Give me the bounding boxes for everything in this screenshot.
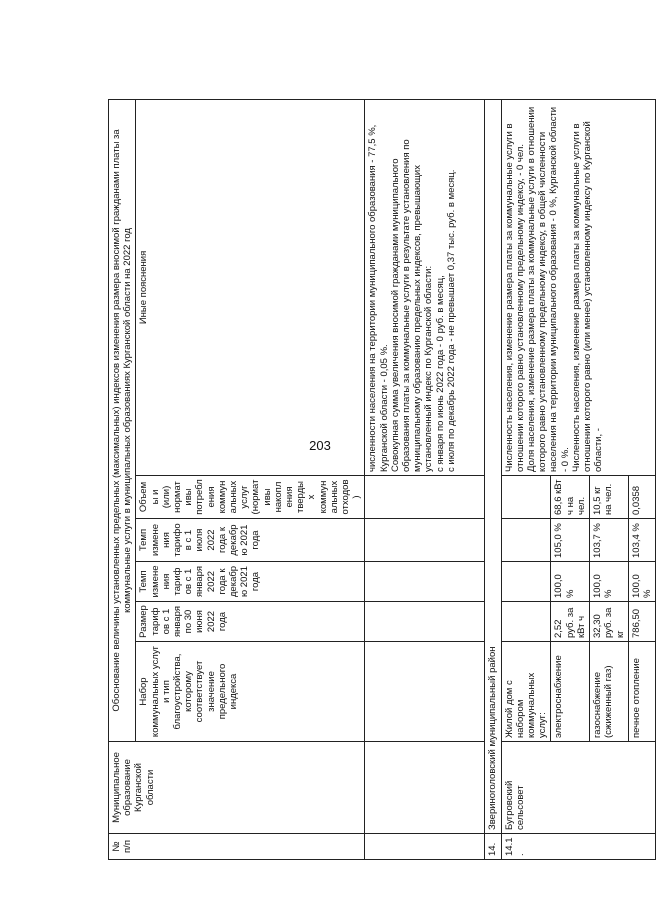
service-growth-jul: 105,0 % (551, 519, 590, 562)
service-name: печное отопление (628, 642, 655, 742)
service-growth-jul: 103,7 % (590, 519, 629, 562)
header-growth-jan: Темп изменения тарифов с 1 января 2022 года к декабрю 2021 года (136, 562, 365, 602)
row-municipality: Бугровский сельсовет (501, 742, 655, 834)
header-other: Иные пояснения (136, 99, 365, 475)
service-tariff: 786,50 (628, 602, 655, 642)
service-growth-jul: 103,4 % (628, 519, 655, 562)
row-other: Численность населения, изменение размера платы за коммунальные услуги в отношении которого равно установленному предельному индексу, - 0 чел. Доля населения, изменение размера платы за коммунальные услуги в отношении которого равно установленному предельному индексу, в общей численности населения на территории муниципального образования - 0 %, Курганской области - 0 %. Численность населения, изменение размера платы за коммунальные услуги в отношении которого равно (или менее) установленному индексу по Курганской области, - (501, 99, 655, 475)
service-volume: 0,0358 (628, 476, 655, 519)
header-justification: Обоснование величины установленных предельных (максимальных) индексов изменения размера вносимой гражданами платы за коммунальные услуги в муниципальных образованиях Курганской области на 2022 год (109, 99, 136, 741)
section-title: Звериноголовский муниципальный район (485, 99, 501, 833)
continuation-text: численности населения на территории муниципального образования - 77,5 %, Курганской области - 0,05 %. Совокупная сумма увеличения вносимой гражданами муниципального образования платы за коммунальные услуги в результате установления по муниципальному образованию предельных индексов, превышающих установленный индекс по Курганской области: с января по июнь 2022 года - 0 руб. в месяц, с июля по декабрь 2022 года - не превышает 0,37 тыс. руб. в месяц. (365, 99, 485, 475)
service-volume: 10,5 кг на чел. (590, 476, 629, 519)
row-num: 14.1. (501, 834, 655, 860)
service-growth-jan: 100,0 % (551, 562, 590, 602)
rotated-table-container (108, 100, 653, 860)
service-name: электроснабжение (551, 642, 590, 742)
header-volumes: Объемы и (или) нормативы потребления коммунальных услуг (нормативы накопления твердых коммунальных отходов) (136, 476, 365, 519)
table-row (365, 99, 485, 859)
header-municipality: Муниципальное образование Курганской области (109, 742, 365, 834)
service-name: газоснабжение (сжиженный газ) (590, 642, 629, 742)
header-service-set: Набор коммунальных услуг и тип благоустройства, которому соответствует значение предельного индекса (136, 642, 365, 742)
page-number: 203 (309, 438, 331, 453)
table-row (501, 99, 551, 859)
service-tariff: 2,52 руб. за кВт ч (551, 602, 590, 642)
row-set-title: Жилой дом с набором коммунальных услуг: (501, 642, 551, 742)
tariff-index-table (108, 99, 656, 860)
section-num: 14. (485, 834, 501, 860)
service-tariff: 32,30 руб. за кг (590, 602, 629, 642)
section-row (485, 99, 501, 859)
header-growth-jul: Темп изменения тарифов с 1 июля 2022 года к декабрю 2021 года (136, 519, 365, 562)
service-growth-jan: 100,0 % (628, 562, 655, 602)
service-volume: 68,6 кВт ч на чел. (551, 476, 590, 519)
header-num: № п/п (109, 834, 365, 860)
service-growth-jan: 100,0 % (590, 562, 629, 602)
header-tariff-size: Размер тарифов с 1 января по 30 июня 2022 года (136, 602, 365, 642)
